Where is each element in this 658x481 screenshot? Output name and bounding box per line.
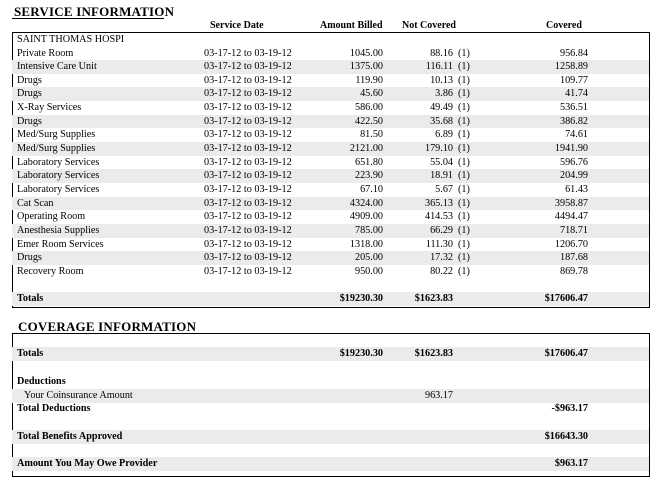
service-date: 03-17-12 to 03-19-12 (204, 211, 292, 223)
not-covered-amount: 17.32 (430, 252, 453, 264)
service-date: 03-17-12 to 03-19-12 (204, 88, 292, 100)
not-covered-flag: (1) (458, 170, 470, 182)
not-covered-flag: (1) (458, 184, 470, 195)
not-covered-amount: 414.53 (424, 211, 453, 223)
service-description: Drugs (17, 74, 42, 86)
service-row (12, 251, 649, 265)
covered-amount: 1941.90 (554, 143, 588, 155)
service-description: Drugs (17, 252, 42, 264)
total-deductions-label: Total Deductions (17, 403, 91, 414)
coverage-totals-row (12, 347, 649, 361)
coverage-information-title: COVERAGE INFORMATION (18, 319, 197, 334)
not-covered-flag: (1) (458, 197, 470, 209)
covered-amount: 718.71 (559, 224, 588, 236)
service-row (12, 210, 649, 224)
covered-amount: 596.76 (559, 156, 588, 168)
service-description: Med/Surg Supplies (17, 143, 96, 155)
not-covered-amount: 111.30 (425, 238, 453, 250)
header-covered: Covered (546, 20, 582, 31)
not-covered-flag: (1) (458, 252, 470, 264)
not-covered-amount: 66.29 (430, 224, 453, 236)
total-deductions-amount: -$963.17 (551, 403, 588, 414)
not-covered-amount: 35.68 (430, 115, 453, 127)
amount-billed: 223.90 (354, 170, 383, 182)
not-covered-amount: 88.16 (430, 47, 453, 59)
not-covered-amount: 49.49 (430, 102, 453, 114)
not-covered-amount: 116.11 (425, 61, 453, 73)
not-covered-flag: (1) (458, 156, 470, 168)
service-description: Intensive Care Unit (17, 61, 97, 73)
not-covered-flag: (1) (458, 143, 470, 155)
covered-amount: 1258.89 (554, 61, 588, 73)
deductions-row (12, 375, 649, 389)
amount-billed: 1375.00 (349, 61, 383, 73)
amount-billed: 205.00 (354, 252, 383, 264)
service-date: 03-17-12 to 03-19-12 (204, 143, 292, 155)
provider-row (12, 33, 649, 47)
covered-amount: 187.68 (559, 252, 588, 264)
service-date: 03-17-12 to 03-19-12 (204, 252, 292, 264)
service-row (12, 87, 649, 101)
amount-billed: 67.10 (360, 184, 383, 195)
service-description: Drugs (17, 115, 42, 127)
not-covered-flag: (1) (458, 265, 470, 277)
service-description: Emer Room Services (17, 238, 104, 250)
total-deductions-row (12, 402, 649, 416)
covered-amount: 869.78 (559, 265, 588, 277)
totals-not-covered: $1623.83 (414, 293, 453, 304)
service-row (12, 197, 649, 211)
provider-name: SAINT THOMAS HOSPI (17, 34, 125, 45)
service-row (12, 115, 649, 129)
amount-billed: 651.80 (354, 156, 383, 168)
not-covered-amount: 10.13 (430, 74, 453, 86)
amount-billed: 81.50 (360, 129, 383, 141)
service-date: 03-17-12 to 03-19-12 (204, 47, 292, 59)
service-description: X-Ray Services (17, 102, 82, 114)
service-row (12, 47, 649, 61)
covered-amount: 386.82 (559, 115, 588, 127)
covered-amount: 1206.70 (554, 238, 588, 250)
service-date: 03-17-12 to 03-19-12 (204, 197, 292, 209)
amount-billed: 119.90 (355, 74, 383, 86)
amount-billed: 45.60 (360, 88, 383, 100)
service-date: 03-17-12 to 03-19-12 (204, 238, 292, 250)
amount-billed: 4324.00 (349, 197, 383, 209)
service-date: 03-17-12 to 03-19-12 (204, 224, 292, 236)
service-date: 03-17-12 to 03-19-12 (204, 102, 292, 114)
not-covered-flag: (1) (458, 47, 470, 59)
amount-billed: 950.00 (354, 265, 383, 277)
service-description: Med/Surg Supplies (17, 129, 96, 141)
not-covered-amount: 365.13 (424, 197, 453, 209)
service-row (12, 224, 649, 238)
amount-billed: 4909.00 (349, 211, 383, 223)
service-description: Cat Scan (17, 197, 54, 209)
service-description: Laboratory Services (17, 184, 100, 195)
header-not-covered: Not Covered (402, 20, 456, 31)
not-covered-flag: (1) (458, 115, 470, 127)
service-description: Laboratory Services (17, 170, 100, 182)
covered-amount: 61.43 (565, 184, 588, 195)
service-description: Drugs (17, 88, 42, 100)
totals-covered: $17606.47 (544, 293, 588, 304)
service-date: 03-17-12 to 03-19-12 (204, 170, 292, 182)
service-date: 03-17-12 to 03-19-12 (204, 156, 292, 168)
benefits-row (12, 430, 649, 444)
covered-amount: 109.77 (559, 74, 588, 86)
not-covered-amount: 3.86 (435, 88, 453, 100)
service-row (12, 101, 649, 115)
service-description: Private Room (17, 47, 74, 59)
service-row (12, 183, 649, 197)
amount-billed: 422.50 (354, 115, 383, 127)
amount-billed: 1318.00 (349, 238, 383, 250)
deductions-label: Deductions (17, 376, 66, 387)
amount-billed: 785.00 (354, 224, 383, 236)
not-covered-flag: (1) (458, 61, 470, 73)
service-row (12, 238, 649, 252)
amount-billed: 586.00 (354, 102, 383, 114)
service-title-rule (12, 18, 164, 19)
covered-amount: 74.61 (565, 129, 588, 141)
coinsurance-amount: 963.17 (424, 390, 453, 401)
coverage-totals-label: Totals (17, 348, 44, 359)
covered-amount: 204.99 (559, 170, 588, 182)
coinsurance-label: Your Coinsurance Amount (24, 390, 133, 401)
header-amount-billed: Amount Billed (320, 20, 383, 31)
not-covered-flag: (1) (458, 88, 470, 100)
service-date: 03-17-12 to 03-19-12 (204, 129, 292, 141)
service-description: Operating Room (17, 211, 86, 223)
service-date: 03-17-12 to 03-19-12 (204, 184, 292, 195)
service-row (12, 265, 649, 279)
not-covered-flag: (1) (458, 129, 470, 141)
totals-billed: $19230.30 (339, 293, 383, 304)
service-row (12, 156, 649, 170)
not-covered-flag: (1) (458, 211, 470, 223)
covered-amount: 4494.47 (554, 211, 588, 223)
service-row (12, 128, 649, 142)
service-date: 03-17-12 to 03-19-12 (204, 265, 292, 277)
not-covered-amount: 5.67 (435, 184, 453, 195)
not-covered-amount: 80.22 (430, 265, 453, 277)
service-row (12, 142, 649, 156)
coinsurance-row (12, 389, 649, 403)
not-covered-amount: 18.91 (430, 170, 453, 182)
covered-amount: 536.51 (559, 102, 588, 114)
benefits-amount: $16643.30 (544, 431, 588, 442)
not-covered-flag: (1) (458, 102, 470, 114)
owe-row (12, 457, 649, 471)
not-covered-amount: 55.04 (430, 156, 453, 168)
owe-label: Amount You May Owe Provider (17, 458, 158, 469)
not-covered-flag: (1) (458, 224, 470, 236)
service-totals-row (12, 292, 649, 306)
coverage-totals-not-covered: $1623.83 (414, 348, 453, 359)
service-row (12, 60, 649, 74)
coverage-totals-billed: $19230.30 (339, 348, 383, 359)
coverage-totals-covered: $17606.47 (544, 348, 588, 359)
service-description: Anesthesia Supplies (17, 224, 100, 236)
service-description: Laboratory Services (17, 156, 100, 168)
owe-amount: $963.17 (554, 458, 588, 469)
service-row (12, 169, 649, 183)
totals-label: Totals (17, 293, 44, 304)
service-information-title: SERVICE INFORMATION (14, 4, 175, 19)
covered-amount: 3958.87 (554, 197, 588, 209)
service-row (12, 74, 649, 88)
service-date: 03-17-12 to 03-19-12 (204, 61, 292, 73)
amount-billed: 1045.00 (349, 47, 383, 59)
header-service-date: Service Date (210, 20, 264, 31)
amount-billed: 2121.00 (349, 143, 383, 155)
service-date: 03-17-12 to 03-19-12 (204, 115, 292, 127)
not-covered-amount: 6.89 (435, 129, 453, 141)
benefits-label: Total Benefits Approved (17, 431, 123, 442)
not-covered-flag: (1) (458, 238, 470, 250)
covered-amount: 41.74 (565, 88, 588, 100)
covered-amount: 956.84 (559, 47, 588, 59)
not-covered-flag: (1) (458, 74, 470, 86)
service-description: Recovery Room (17, 265, 84, 277)
not-covered-amount: 179.10 (424, 143, 453, 155)
service-date: 03-17-12 to 03-19-12 (204, 74, 292, 86)
